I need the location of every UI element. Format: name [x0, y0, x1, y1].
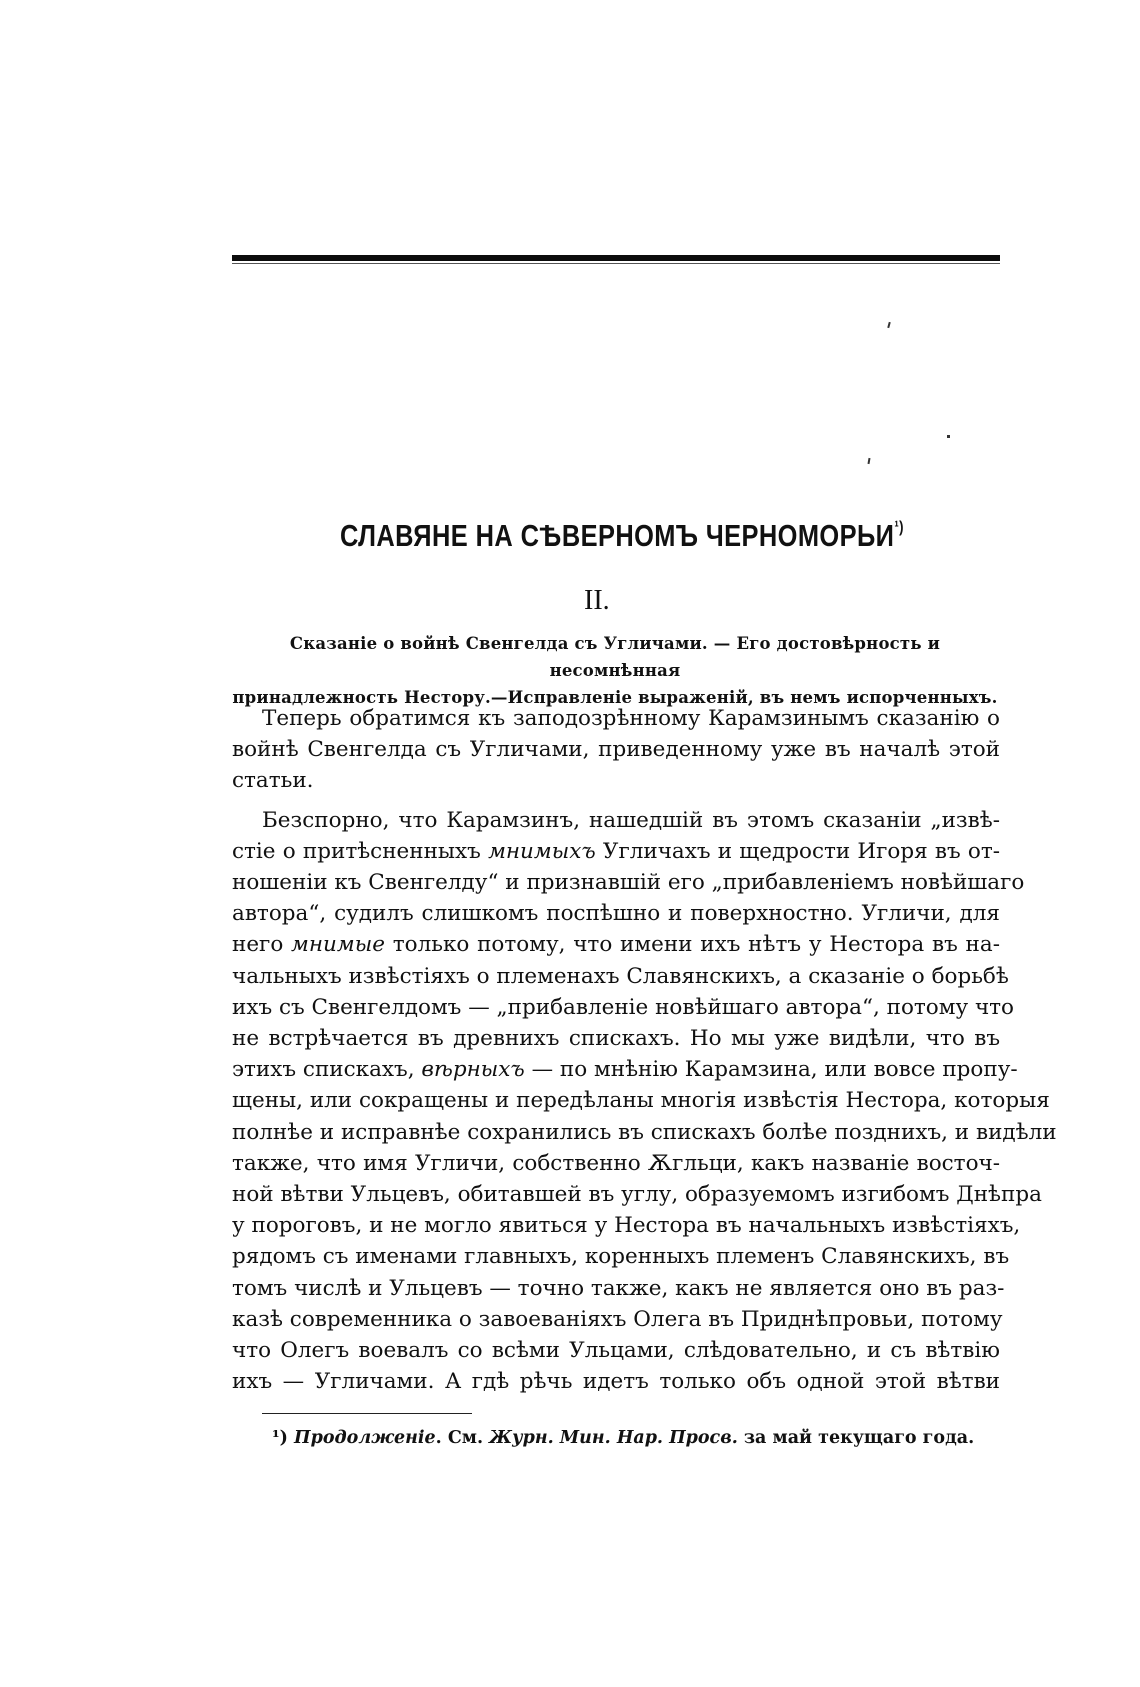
header-rule — [232, 255, 1000, 261]
footnote-rule — [262, 1413, 472, 1414]
text-line: казѣ современника о завоеваніяхъ Олега въ Приднѣпровьи, потому — [232, 1306, 1003, 1332]
text-line — [232, 1054, 1018, 1085]
text-line: ихъ съ Свенгелдомъ — „прибавленіе новѣйшаго автора“, потому что — [232, 994, 1014, 1020]
footnote-text: . См. — [435, 1428, 490, 1448]
text-line: томъ числѣ и Ульцевъ — точно также, какъ не является оно въ раз- — [232, 1275, 1005, 1301]
text-line: статьи. — [232, 768, 314, 794]
scan-speck — [867, 458, 870, 464]
text-line — [232, 836, 1000, 867]
article-title — [340, 518, 904, 554]
section-number: II. — [584, 585, 610, 616]
italic-word: вѣрныхъ — [421, 1057, 525, 1083]
footnote-italic: Журн. Мин. Нар. Просв. — [489, 1428, 738, 1448]
footnote-text: за май текущаго года. — [737, 1428, 975, 1448]
footnote — [272, 1428, 974, 1448]
text-line: что Олегъ воевалъ со всѣми Ульцами, слѣдовательно, и съ вѣтвію — [232, 1338, 1000, 1364]
body-text — [232, 703, 1057, 1397]
text-segment: — по мнѣнію Карамзина, или вовсе пропу- — [524, 1057, 1018, 1083]
text-line: ношеніи къ Свенгелду“ и признавшій его „прибавленіемъ новѣйшаго — [232, 870, 1025, 896]
text-line: чальныхъ извѣстіяхъ о племенахъ Славянскихъ, а сказаніе о борьбѣ — [232, 963, 1009, 989]
text-line: полнѣе и исправнѣе сохранились въ спискахъ болѣе позднихъ, и видѣли — [232, 1119, 1057, 1145]
footnote-italic: Продолженіе — [294, 1428, 436, 1448]
italic-word: мнимые — [291, 932, 385, 958]
scan-speck — [947, 435, 950, 438]
scan-speck — [887, 322, 890, 328]
summary-line: принадлежность Нестору.—Исправленіе выраженій, въ немъ испорченныхъ. — [232, 688, 998, 707]
text-segment: него — [232, 932, 292, 958]
paragraph-1 — [232, 703, 1000, 797]
text-line: Безспорно, что Карамзинъ, нашедшій въ этомъ сказаніи „извѣ- — [262, 807, 1000, 833]
text-line: щены, или сокращены и передѣланы многія извѣстія Нестора, которыя — [232, 1088, 1050, 1114]
section-summary — [230, 630, 1000, 711]
text-line: рядомъ съ именами главныхъ, коренныхъ племенъ Славянскихъ, въ — [232, 1244, 1010, 1270]
text-line: войнѣ Свенгелда съ Угличами, приведенному уже въ началѣ этой — [232, 737, 1000, 763]
text-line: у пороговъ, и не могло явиться у Нестора въ начальныхъ извѣстіяхъ, — [232, 1213, 1021, 1239]
text-line: автора“, судилъ слишкомъ поспѣшно и поверхностно. Угличи, для — [232, 901, 1000, 927]
text-segment: Угличахъ и щедрости Игоря въ от- — [595, 838, 1000, 864]
title-footnote-mark: ¹) — [894, 519, 904, 536]
article-title-text: СЛАВЯНЕ НА СѢВЕРНОМЪ ЧЕРНОМОРЬИ — [340, 518, 895, 553]
header-rule-thin — [232, 263, 1000, 264]
italic-word: мнимыхъ — [488, 838, 596, 864]
paragraph-2 — [232, 805, 1057, 1398]
text-segment: только потому, что имени ихъ нѣтъ у Нестора въ на- — [384, 932, 1000, 958]
text-segment: этихъ спискахъ, — [232, 1057, 422, 1083]
text-line: ихъ — Угличами. А гдѣ рѣчь идетъ только объ одной этой вѣтви — [232, 1369, 1000, 1395]
text-line: также, что имя Угличи, собственно Ѫгльци, какъ названіе восточ- — [232, 1150, 1000, 1176]
text-line — [232, 929, 1000, 960]
text-line: ной вѣтви Ульцевъ, обитавшей въ углу, образуемомъ изгибомъ Днѣпра — [232, 1182, 1042, 1208]
text-line: не встрѣчается въ древнихъ спискахъ. Но мы уже видѣли, что въ — [232, 1026, 1000, 1052]
footnote-mark: ¹) — [272, 1428, 288, 1448]
text-segment: стіе о притѣсненныхъ — [232, 838, 489, 864]
summary-line: Сказаніе о войнѣ Свенгелда съ Угличами. — Его достовѣрность и несомнѣнная — [289, 634, 941, 680]
text-line: Теперь обратимся къ заподозрѣнному Карамзинымъ сказанію о — [262, 706, 1000, 731]
